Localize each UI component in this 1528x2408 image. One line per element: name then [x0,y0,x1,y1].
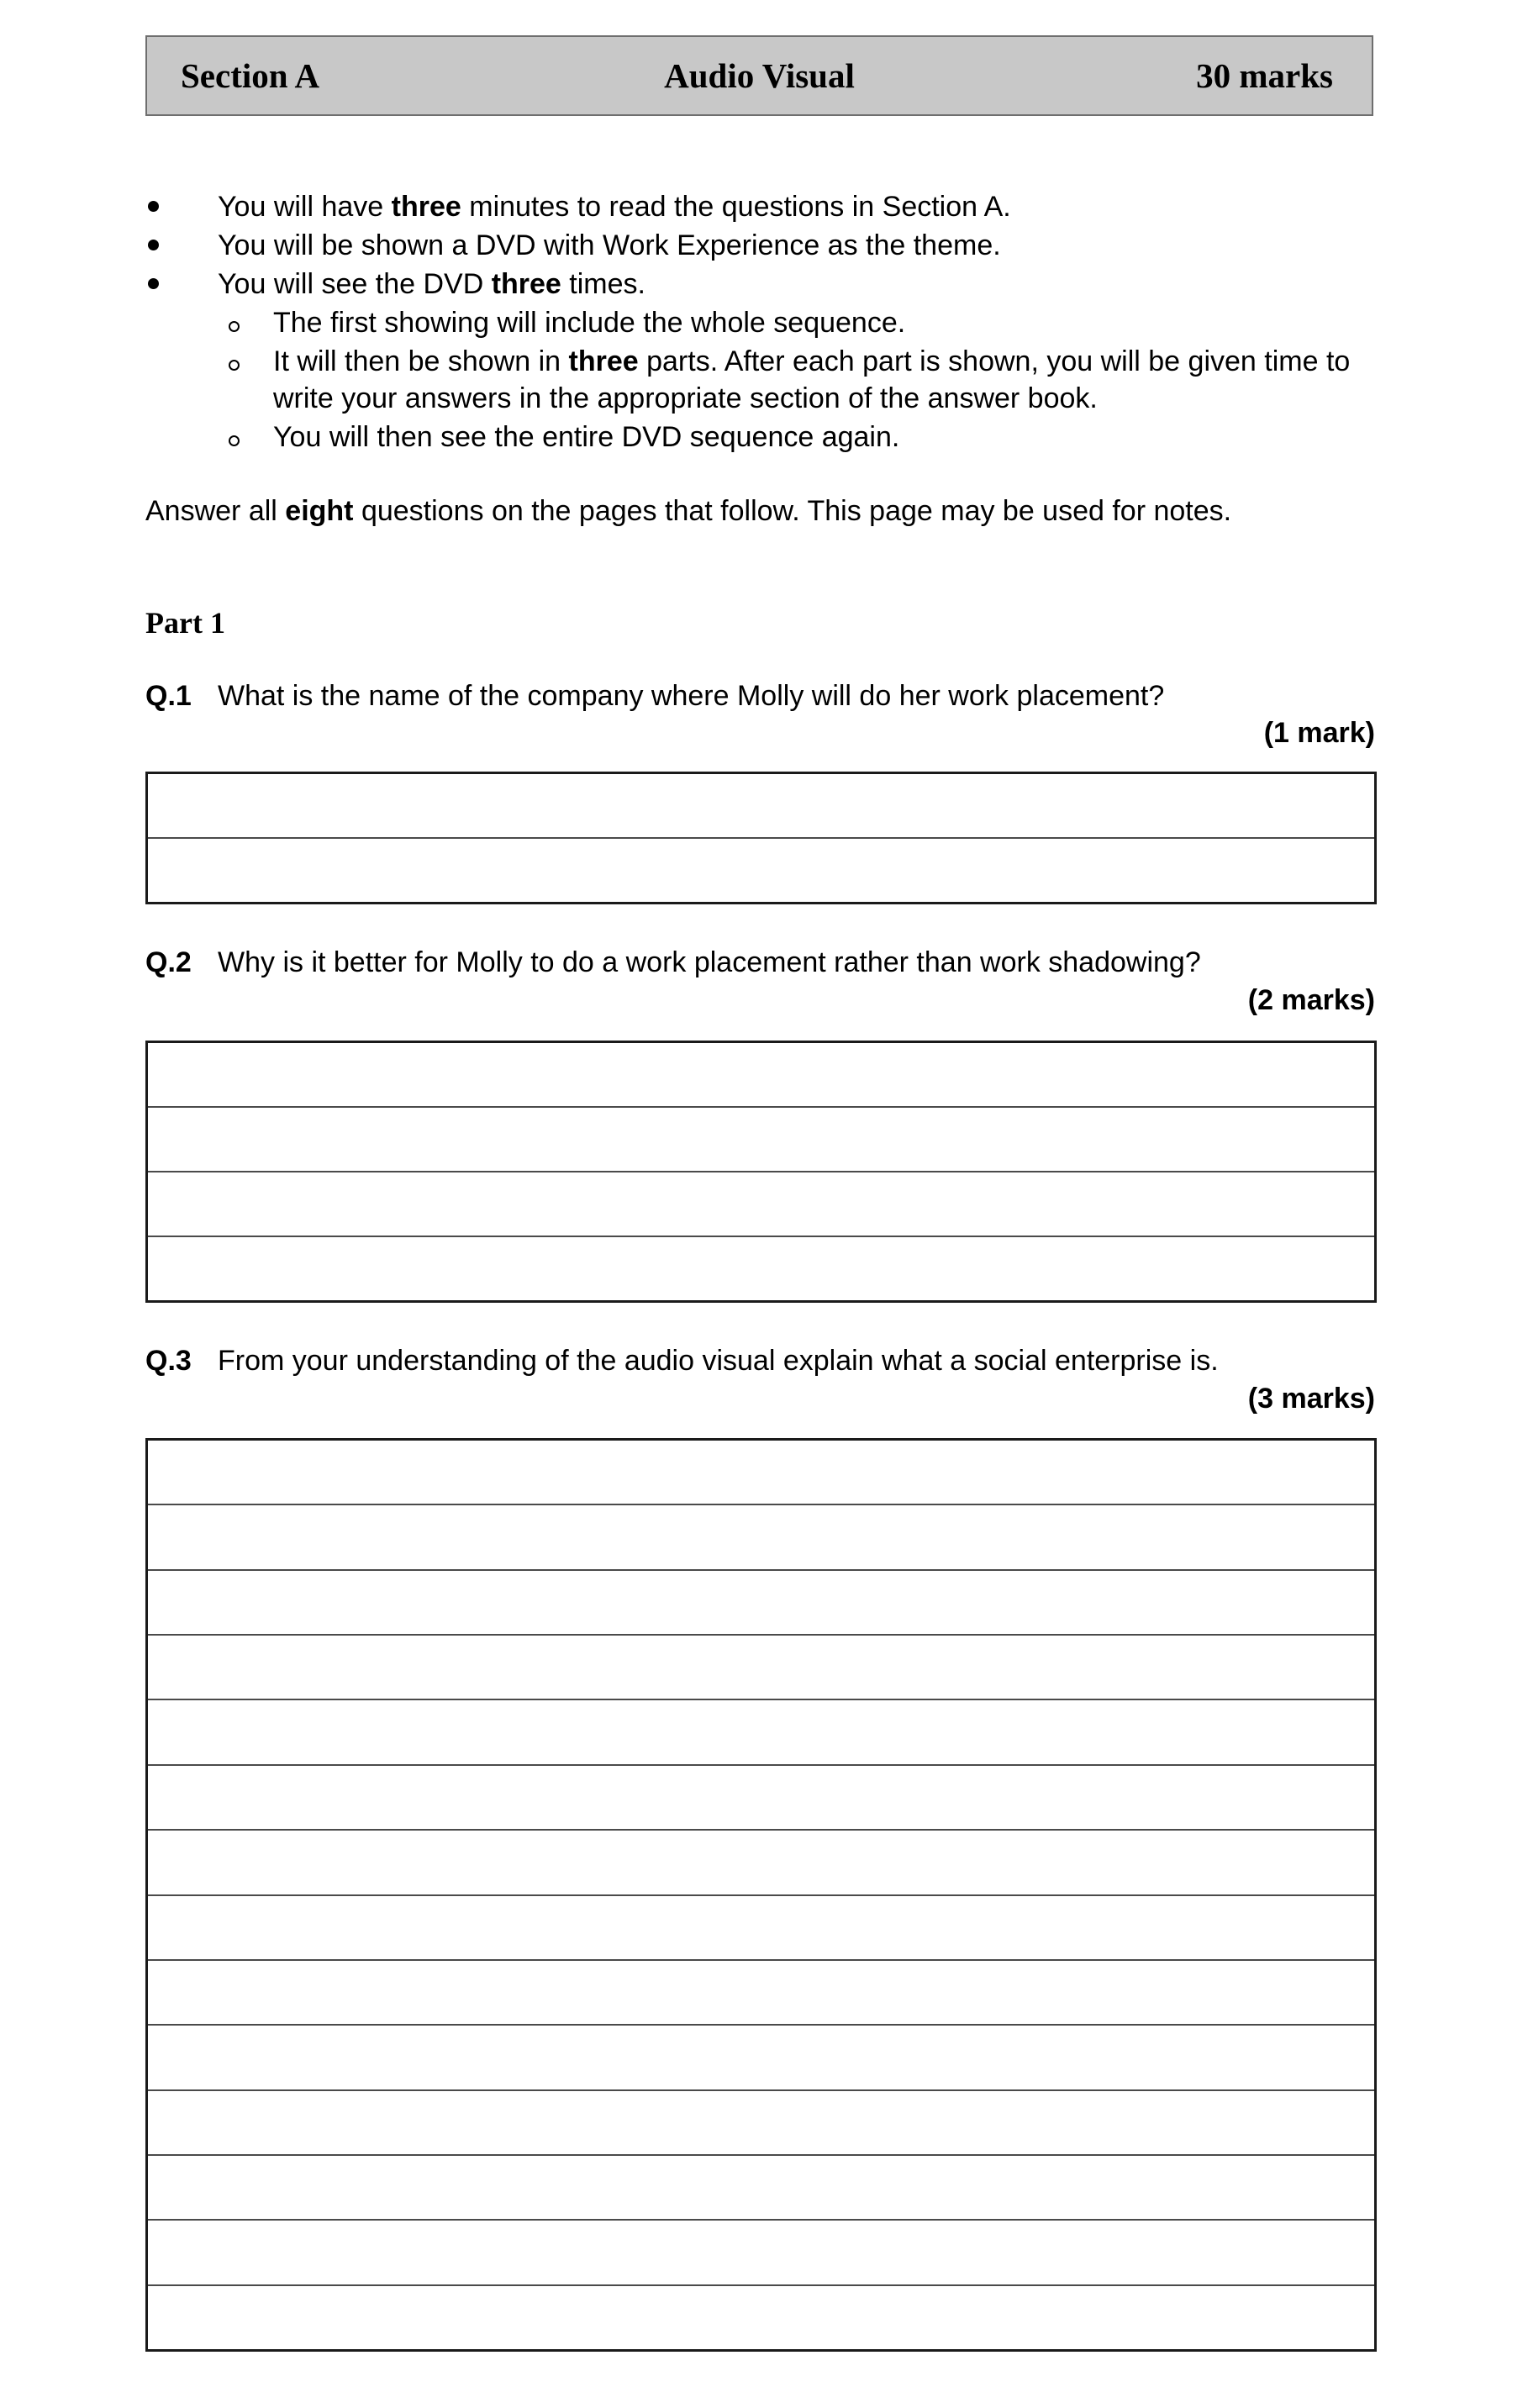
section-title: Audio Visual [664,56,855,95]
bullet-icon [148,240,159,250]
question-text: What is the name of the company where Molly will do her work placement? [218,680,1165,712]
instruction-3: You will see the DVD three times. [218,268,645,300]
answer-note: Answer all eight questions on the pages that follow. This page may be used for notes. [145,495,1232,527]
sub-bullet-icon [229,321,240,332]
sub-instruction-1: The first showing will include the whole sequence. [273,307,906,339]
question-number: Q.2 [145,946,192,978]
answer-line[interactable] [148,1108,1374,1172]
section-marks: 30 marks [1196,56,1333,95]
answer-line[interactable] [148,1700,1374,1765]
answer-box-q3[interactable] [145,1438,1377,2352]
question-number: Q.1 [145,680,192,712]
question-marks: (1 mark) [1263,717,1375,749]
bullet-icon [148,278,159,289]
answer-line[interactable] [148,1571,1374,1636]
answer-line[interactable] [148,1172,1374,1237]
part-title: Part 1 [145,606,225,640]
answer-box-q1[interactable] [145,772,1377,904]
instruction-2: You will be shown a DVD with Work Experience as the theme. [218,229,1001,261]
sub-bullet-icon [229,435,240,446]
answer-line[interactable] [148,1636,1374,1700]
answer-line[interactable] [148,2026,1374,2090]
question-text: From your understanding of the audio visual explain what a social enterprise is. [218,1345,1219,1377]
answer-line[interactable] [148,2156,1374,2221]
answer-line[interactable] [148,1043,1374,1108]
bullet-icon [148,201,159,212]
answer-line[interactable] [148,1961,1374,2026]
answer-line[interactable] [148,839,1374,902]
answer-line[interactable] [148,2286,1374,2349]
answer-line[interactable] [148,2221,1374,2285]
answer-line[interactable] [148,1896,1374,1961]
sub-instruction-3: You will then see the entire DVD sequence again. [273,421,900,453]
answer-line[interactable] [148,1766,1374,1831]
section-label: Section A [181,56,320,95]
question-number: Q.3 [145,1345,192,1377]
question-marks: (3 marks) [1247,1383,1375,1415]
answer-line[interactable] [148,1441,1374,1505]
answer-line[interactable] [148,1831,1374,1895]
instruction-1: You will have three minutes to read the questions in Section A. [218,191,1011,223]
question-marks: (2 marks) [1247,984,1375,1016]
answer-line[interactable] [148,2091,1374,2156]
answer-line[interactable] [148,1505,1374,1570]
answer-box-q2[interactable] [145,1041,1377,1303]
answer-line[interactable] [148,774,1374,839]
sub-bullet-icon [229,360,240,371]
section-header [145,35,1373,116]
sub-instruction-2-continued: write your answers in the appropriate section of the answer book. [273,382,1098,414]
sub-instruction-2: It will then be shown in three parts. After each part is shown, you will be given time to [273,345,1351,377]
question-text: Why is it better for Molly to do a work placement rather than work shadowing? [218,946,1201,978]
answer-line[interactable] [148,1237,1374,1300]
